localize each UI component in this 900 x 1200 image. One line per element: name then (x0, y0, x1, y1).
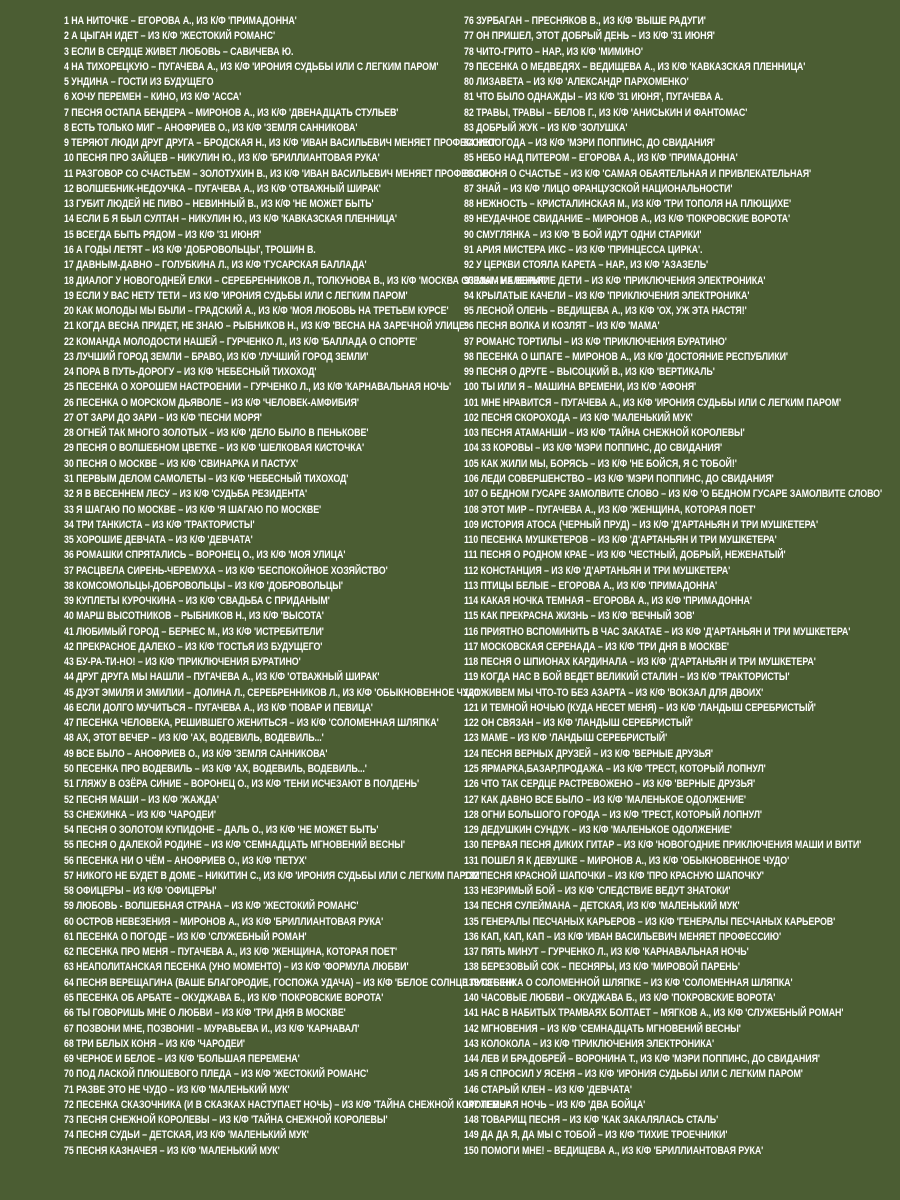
song-list-item: 41 ЛЮБИМЫЙ ГОРОД – БЕРНЕС М., ИЗ К/Ф 'ИСТРЕБИТЕЛИ' (64, 625, 324, 638)
song-list-item: 81 ЧТО БЫЛО ОДНАЖДЫ – ИЗ К/Ф '31 ИЮНЯ', ПУГАЧЕВА А. (464, 91, 724, 104)
song-list-item: 91 АРИЯ МИСТЕРА ИКС – ИЗ К/Ф 'ПРИНЦЕССА ЦИРКА'. (464, 243, 703, 256)
song-list-item: 146 СТАРЫЙ КЛЕН – ИЗ К/Ф 'ДЕВЧАТА' (464, 1083, 632, 1096)
song-list-item: 25 ПЕСЕНКА О ХОРОШЕМ НАСТРОЕНИИ – ГУРЧЕНКО Л., ИЗ К/Ф 'КАРНАВАЛЬНАЯ НОЧЬ' (64, 381, 452, 394)
song-list-item: 59 ЛЮБОВЬ - ВОЛШЕБНАЯ СТРАНА – ИЗ К/Ф 'ЖЕСТОКИЙ РОМАНС' (64, 900, 359, 913)
song-list-item: 99 ПЕСНЯ О ДРУГЕ – ВЫСОЦКИЙ В., ИЗ К/Ф 'ВЕРТИКАЛЬ' (464, 366, 715, 379)
song-list-item: 145 Я СПРОСИЛ У ЯСЕНЯ – ИЗ К/Ф 'ИРОНИЯ СУДЬБЫ ИЛИ С ЛЕГКИМ ПАРОМ' (464, 1068, 803, 1081)
song-list-item: 35 ХОРОШИЕ ДЕВЧАТА – ИЗ К/Ф 'ДЕВЧАТА' (64, 534, 253, 547)
song-list-item: 84 НЕПОГОДА – ИЗ К/Ф 'МЭРИ ПОППИНС, ДО СВИДАНИЯ' (464, 137, 715, 150)
song-list-item: 20 КАК МОЛОДЫ МЫ БЫЛИ – ГРАДСКИЙ А., ИЗ К/Ф 'МОЯ ЛЮБОВЬ НА ТРЕТЬЕМ КУРСЕ' (64, 305, 449, 318)
song-list-item: 135 ГЕНЕРАЛЫ ПЕСЧАНЫХ КАРЬЕРОВ – ИЗ К/Ф 'ГЕНЕРАЛЫ ПЕСЧАНЫХ КАРЬЕРОВ' (464, 915, 836, 928)
song-list-item: 5 УНДИНА – ГОСТИ ИЗ БУДУЩЕГО (64, 76, 214, 89)
song-list-item: 22 КОМАНДА МОЛОДОСТИ НАШЕЙ – ГУРЧЕНКО Л., ИЗ К/Ф 'БАЛЛАДА О СПОРТЕ' (64, 335, 418, 348)
song-list-item: 76 ЗУРБАГАН – ПРЕСНЯКОВ В., ИЗ К/Ф 'ВЫШЕ РАДУГИ' (464, 15, 706, 27)
song-list-item: 101 МНЕ НРАВИТСЯ – ПУГАЧЕВА А., ИЗ К/Ф 'ИРОНИЯ СУДЬБЫ ИЛИ С ЛЕГКИМ ПАРОМ' (464, 396, 842, 409)
song-list-item: 6 ХОЧУ ПЕРЕМЕН – КИНО, ИЗ К/Ф 'АССА' (64, 91, 242, 104)
song-list-item: 80 ЛИЗАВЕТА – ИЗ К/Ф 'АЛЕКСАНДР ПАРХОМЕНКО' (464, 76, 689, 89)
song-list-item: 114 КАКАЯ НОЧКА ТЕМНАЯ – ЕГОРОВА А., ИЗ К/Ф 'ПРИМАДОННА' (464, 595, 752, 608)
song-list-item: 111 ПЕСНЯ О РОДНОМ КРАЕ – ИЗ К/Ф 'ЧЕСТНЫЙ, ДОБРЫЙ, НЕЖЕНАТЫЙ' (464, 549, 786, 562)
song-list-item: 19 ЕСЛИ У ВАС НЕТУ ТЕТИ – ИЗ К/Ф 'ИРОНИЯ СУДЬБЫ ИЛИ С ЛЕГКИМ ПАРОМ' (64, 289, 408, 302)
song-list-item: 103 ПЕСНЯ АТАМАНШИ – ИЗ К/Ф 'ТАЙНА СНЕЖНОЙ КОРОЛЕВЫ' (464, 427, 745, 440)
song-list-item: 42 ПРЕКРАСНОЕ ДАЛЕКО – ИЗ К/Ф 'ГОСТЬЯ ИЗ БУДУЩЕГО' (64, 640, 323, 653)
song-list-item: 143 КОЛОКОЛА – ИЗ К/Ф 'ПРИКЛЮЧЕНИЯ ЭЛЕКТРОНИКА' (464, 1037, 715, 1050)
song-list-item: 93 МЫ - МАЛЕНЬКИЕ ДЕТИ – ИЗ К/Ф 'ПРИКЛЮЧЕНИЯ ЭЛЕКТРОНИКА' (464, 274, 766, 287)
song-list-item: 122 ОН СВЯЗАН – ИЗ К/Ф 'ЛАНДЫШ СЕРЕБРИСТЫЙ' (464, 717, 693, 730)
song-list-item: 89 НЕУДАЧНОЕ СВИДАНИЕ – МИРОНОВ А., ИЗ К/Ф 'ПОКРОВСКИЕ ВОРОТА' (464, 213, 791, 226)
song-list-item: 130 ПЕРВАЯ ПЕСНЯ ДИКИХ ГИТАР – ИЗ К/Ф 'НОВОГОДНИЕ ПРИКЛЮЧЕНИЯ МАШИ И ВИТИ' (464, 839, 862, 852)
song-list-item: 47 ПЕСЕНКА ЧЕЛОВЕКА, РЕШИВШЕГО ЖЕНИТЬСЯ – ИЗ К/Ф 'СОЛОМЕННАЯ ШЛЯПКА' (64, 717, 439, 730)
song-list-item: 40 МАРШ ВЫСОТНИКОВ – РЫБНИКОВ Н., ИЗ К/Ф 'ВЫСОТА' (64, 610, 324, 623)
song-list-item: 131 ПОШЕЛ Я К ДЕВУШКЕ – МИРОНОВ А., ИЗ К/Ф 'ОБЫКНОВЕННОЕ ЧУДО' (464, 854, 790, 867)
song-list-item: 51 ГЛЯЖУ В ОЗЁРА СИНИЕ – ВОРОНЕЦ О., ИЗ К/Ф 'ТЕНИ ИСЧЕЗАЮТ В ПОЛДЕНЬ' (64, 778, 420, 791)
song-list-item: 132 ПЕСНЯ КРАСНОЙ ШАПОЧКИ – ИЗ К/Ф 'ПРО КРАСНУЮ ШАПОЧКУ' (464, 869, 764, 882)
song-list-item: 34 ТРИ ТАНКИСТА – ИЗ К/Ф 'ТРАКТОРИСТЫ' (64, 518, 255, 531)
song-list-item: 63 НЕАПОЛИТАНСКАЯ ПЕСЕНКА (УНО МОМЕНТО) – ИЗ К/Ф 'ФОРМУЛА ЛЮБВИ' (64, 961, 409, 974)
song-list-item: 48 АХ, ЭТОТ ВЕЧЕР – ИЗ К/Ф 'АХ, ВОДЕВИЛЬ, ВОДЕВИЛЬ...' (64, 732, 324, 745)
song-list-item: 26 ПЕСЕНКА О МОРСКОМ ДЬЯВОЛЕ – ИЗ К/Ф 'ЧЕЛОВЕК-АМФИБИЯ' (64, 396, 359, 409)
song-list-item: 121 И ТЕМНОЙ НОЧЬЮ (КУДА НЕСЕТ МЕНЯ) – ИЗ К/Ф 'ЛАНДЫШ СЕРЕБРИСТЫЙ' (464, 701, 816, 714)
song-list-item: 79 ПЕСЕНКА О МЕДВЕДЯХ – ВЕДИЩЕВА А., ИЗ К/Ф 'КАВКАЗСКАЯ ПЛЕННИЦА' (464, 60, 806, 73)
song-list-item: 64 ПЕСНЯ ВЕРЕЩАГИНА (ВАШЕ БЛАГОРОДИЕ, ГОСПОЖА УДАЧА) – ИЗ К/Ф 'БЕЛОЕ СОЛНЦЕ ПУСТЫНИ' (64, 976, 517, 989)
song-list-item: 97 РОМАНС ТОРТИЛЫ – ИЗ К/Ф 'ПРИКЛЮЧЕНИЯ БУРАТИНО' (464, 335, 727, 348)
song-list-item: 70 ПОД ЛАСКОЙ ПЛЮШЕВОГО ПЛЕДА – ИЗ К/Ф 'ЖЕСТОКИЙ РОМАНС' (64, 1068, 369, 1081)
song-list-item: 107 О БЕДНОМ ГУСАРЕ ЗАМОЛВИТЕ СЛОВО – ИЗ К/Ф 'О БЕДНОМ ГУСАРЕ ЗАМОЛВИТЕ СЛОВО' (464, 488, 883, 501)
song-list-item: 141 НАС В НАБИТЫХ ТРАМВАЯХ БОЛТАЕТ – МЯГКОВ А., ИЗ К/Ф 'СЛУЖЕБНЫЙ РОМАН' (464, 1007, 844, 1020)
song-list-item: 30 ПЕСНЯ О МОСКВЕ – ИЗ К/Ф 'СВИНАРКА И ПАСТУХ' (64, 457, 299, 470)
song-list-item: 55 ПЕСНЯ О ДАЛЕКОЙ РОДИНЕ – ИЗ К/Ф 'СЕМНАДЦАТЬ МГНОВЕНИЙ ВЕСНЫ' (64, 839, 405, 852)
song-list-item: 46 ЕСЛИ ДОЛГО МУЧИТЬСЯ – ПУГАЧЕВА А., ИЗ К/Ф 'ПОВАР И ПЕВИЦА' (64, 701, 373, 714)
song-list-item: 27 ОТ ЗАРИ ДО ЗАРИ – ИЗ К/Ф 'ПЕСНИ МОРЯ' (64, 411, 262, 424)
song-list-item: 8 ЕСТЬ ТОЛЬКО МИГ – АНОФРИЕВ О., ИЗ К/Ф 'ЗЕМЛЯ САННИКОВА' (64, 121, 358, 134)
song-list-item: 33 Я ШАГАЮ ПО МОСКВЕ – ИЗ К/Ф 'Я ШАГАЮ ПО МОСКВЕ' (64, 503, 322, 516)
song-list-item: 67 ПОЗВОНИ МНЕ, ПОЗВОНИ! – МУРАВЬЕВА И., ИЗ К/Ф 'КАРНАВАЛ' (64, 1022, 360, 1035)
song-list-item: 83 ДОБРЫЙ ЖУК – ИЗ К/Ф 'ЗОЛУШКА' (464, 121, 628, 134)
song-list-item: 10 ПЕСНЯ ПРО ЗАЙЦЕВ – НИКУЛИН Ю., ИЗ К/Ф 'БРИЛЛИАНТОВАЯ РУКА' (64, 152, 380, 165)
song-list-item: 148 ТОВАРИЩ ПЕСНЯ – ИЗ К/Ф 'КАК ЗАКАЛЯЛАСЬ СТАЛЬ' (464, 1114, 719, 1127)
song-list-item: 75 ПЕСНЯ КАЗНАЧЕЯ – ИЗ К/Ф 'МАЛЕНЬКИЙ МУК' (64, 1144, 280, 1157)
song-list-item: 134 ПЕСНЯ СУЛЕЙМАНА – ДЕТСКАЯ, ИЗ К/Ф 'МАЛЕНЬКИЙ МУК' (464, 900, 740, 913)
song-list-item: 126 ЧТО ТАК СЕРДЦЕ РАСТРЕВОЖЕНО – ИЗ К/Ф 'ВЕРНЫЕ ДРУЗЬЯ' (464, 778, 755, 791)
song-list-item: 96 ПЕСНЯ ВОЛКА И КОЗЛЯТ – ИЗ К/Ф 'МАМА' (464, 320, 660, 333)
song-list-item: 144 ЛЕВ И БРАДОБРЕЙ – ВОРОНИНА Т., ИЗ К/Ф 'МЭРИ ПОППИНС, ДО СВИДАНИЯ' (464, 1053, 820, 1066)
song-list-item: 60 ОСТРОВ НЕВЕЗЕНИЯ – МИРОНОВ А., ИЗ К/Ф 'БРИЛЛИАНТОВАЯ РУКА' (64, 915, 384, 928)
song-list-item: 62 ПЕСЕНКА ПРО МЕНЯ – ПУГАЧЕВА А., ИЗ К/Ф 'ЖЕНЩИНА, КОТОРАЯ ПОЕТ' (64, 946, 398, 959)
song-list-item: 31 ПЕРВЫМ ДЕЛОМ САМОЛЕТЫ – ИЗ К/Ф 'НЕБЕСНЫЙ ТИХОХОД' (64, 472, 349, 485)
song-list-item: 7 ПЕСНЯ ОСТАПА БЕНДЕРА – МИРОНОВ А., ИЗ К/Ф 'ДВЕНАДЦАТЬ СТУЛЬЕВ' (64, 106, 399, 119)
song-list-item: 12 ВОЛШЕБНИК-НЕДОУЧКА – ПУГАЧЕВА А., ИЗ К/Ф 'ОТВАЖНЫЙ ШИРАК' (64, 182, 381, 195)
song-list-right-column (464, 14, 896, 1159)
song-list-item: 112 КОНСТАНЦИЯ – ИЗ К/Ф 'Д'АРТАНЬЯН И ТРИ МУШКЕТЕРА' (464, 564, 731, 577)
song-list-item: 72 ПЕСЕНКА СКАЗОЧНИКА (И В СКАЗКАХ НАСТУПАЕТ НОЧЬ) – ИЗ К/Ф 'ТАЙНА СНЕЖНОЙ КОРОЛЕВЫ' (64, 1098, 510, 1111)
song-list-item: 118 ПЕСНЯ О ШПИОНАХ КАРДИНАЛА – ИЗ К/Ф 'Д'АРТАНЬЯН И ТРИ МУШКЕТЕРА' (464, 656, 816, 669)
song-list-item: 66 ТЫ ГОВОРИШЬ МНЕ О ЛЮБВИ – ИЗ К/Ф 'ТРИ ДНЯ В МОСКВЕ' (64, 1007, 346, 1020)
song-list-item: 18 ДИАЛОГ У НОВОГОДНЕЙ ЕЛКИ – СЕРЕБРЕННИКОВ Л., ТОЛКУНОВА В., ИЗ К/Ф 'МОСКВА СЛЕЗАМ НЕ ВЕРИТ' (64, 274, 548, 287)
song-list-item: 140 ЧАСОВЫЕ ЛЮБВИ – ОКУДЖАВА Б., ИЗ К/Ф 'ПОКРОВСКИЕ ВОРОТА' (464, 992, 776, 1004)
song-list-item: 43 БУ-РА-ТИ-НО! – ИЗ К/Ф 'ПРИКЛЮЧЕНИЯ БУРАТИНО' (64, 656, 301, 669)
song-list-item: 110 ПЕСЕНКА МУШКЕТЕРОВ – ИЗ К/Ф 'Д'АРТАНЬЯН И ТРИ МУШКЕТЕРА' (464, 534, 777, 547)
song-list-item: 78 ЧИТО-ГРИТО – НАР., ИЗ К/Ф 'МИМИНО' (464, 45, 643, 58)
song-list-item: 86 ПЕСНЯ О СЧАСТЬЕ – ИЗ К/Ф 'САМАЯ ОБАЯТЕЛЬНАЯ И ПРИВЛЕКАТЕЛЬНАЯ' (464, 167, 812, 180)
song-list-item: 127 КАК ДАВНО ВСЕ БЫЛО – ИЗ К/Ф 'МАЛЕНЬКОЕ ОДОЛЖЕНИЕ' (464, 793, 746, 806)
song-list-item: 21 КОГДА ВЕСНА ПРИДЕТ, НЕ ЗНАЮ – РЫБНИКОВ Н., ИЗ К/Ф 'ВЕСНА НА ЗАРЕЧНОЙ УЛИЦЕ' (64, 320, 467, 333)
song-list-item: 85 НЕБО НАД ПИТЕРОМ – ЕГОРОВА А., ИЗ К/Ф 'ПРИМАДОННА' (464, 152, 738, 165)
song-list-item: 13 ГУБИТ ЛЮДЕЙ НЕ ПИВО – НЕВИННЫЙ В., ИЗ К/Ф 'НЕ МОЖЕТ БЫТЬ' (64, 198, 374, 211)
song-list-item: 119 КОГДА НАС В БОЙ ВЕДЕТ ВЕЛИКИЙ СТАЛИН – ИЗ К/Ф 'ТРАКТОРИСТЫ' (464, 671, 790, 684)
song-list-item: 95 ЛЕСНОЙ ОЛЕНЬ – ВЕДИЩЕВА А., ИЗ К/Ф 'ОХ, УЖ ЭТА НАСТЯ!' (464, 305, 747, 318)
song-list-item: 150 ПОМОГИ МНЕ! – ВЕДИЩЕВА А., ИЗ К/Ф 'БРИЛЛИАНТОВАЯ РУКА' (464, 1144, 764, 1157)
song-list-item: 88 НЕЖНОСТЬ – КРИСТАЛИНСКАЯ М., ИЗ К/Ф 'ТРИ ТОПОЛЯ НА ПЛЮЩИХЕ' (464, 198, 791, 211)
song-list-item: 3 ЕСЛИ В СЕРДЦЕ ЖИВЕТ ЛЮБОВЬ – САВИЧЕВА Ю. (64, 45, 294, 58)
song-list-item: 125 ЯРМАРКА,БАЗАР,ПРОДАЖА – ИЗ К/Ф 'ТРЕСТ, КОТОРЫЙ ЛОПНУЛ' (464, 763, 766, 776)
song-list-item: 71 РАЗВЕ ЭТО НЕ ЧУДО – ИЗ К/Ф 'МАЛЕНЬКИЙ МУК' (64, 1083, 290, 1096)
song-list-item: 15 ВСЕГДА БЫТЬ РЯДОМ – ИЗ К/Ф '31 ИЮНЯ' (64, 228, 262, 241)
song-list-item: 49 ВСЕ БЫЛО – АНОФРИЕВ О., ИЗ К/Ф 'ЗЕМЛЯ САННИКОВА' (64, 747, 328, 760)
song-list-item: 74 ПЕСНЯ СУДЬИ – ДЕТСКАЯ, ИЗ К/Ф 'МАЛЕНЬКИЙ МУК' (64, 1129, 309, 1142)
song-list-item: 106 ЛЕДИ СОВЕРШЕНСТВО – ИЗ К/Ф 'МЭРИ ПОППИНС, ДО СВИДАНИЯ' (464, 472, 774, 485)
song-list-item: 138 БЕРЕЗОВЫЙ СОК – ПЕСНЯРЫ, ИЗ К/Ф 'МИРОВОЙ ПАРЕНЬ' (464, 961, 740, 974)
song-list-item: 11 РАЗГОВОР СО СЧАСТЬЕМ – ЗОЛОТУХИН В., ИЗ К/Ф 'ИВАН ВАСИЛЬЕВИЧ МЕНЯЕТ ПРОФЕССИЮ' (64, 167, 498, 180)
song-list-item: 32 Я В ВЕСЕННЕМ ЛЕСУ – ИЗ К/Ф 'СУДЬБА РЕЗИДЕНТА' (64, 488, 307, 501)
song-list-item: 69 ЧЕРНОЕ И БЕЛОЕ – ИЗ К/Ф 'БОЛЬШАЯ ПЕРЕМЕНА' (64, 1053, 300, 1066)
song-list-item: 9 ТЕРЯЮТ ЛЮДИ ДРУГ ДРУГА – БРОДСКАЯ Н., ИЗ К/Ф 'ИВАН ВАСИЛЬЕВИЧ МЕНЯЕТ ПРОФЕССИЮ' (64, 137, 497, 150)
song-list-item: 39 КУПЛЕТЫ КУРОЧКИНА – ИЗ К/Ф 'СВАДЬБА С ПРИДАНЫМ' (64, 595, 330, 608)
song-list-item: 28 ОГНЕЙ ТАК МНОГО ЗОЛОТЫХ – ИЗ К/Ф 'ДЕЛО БЫЛО В ПЕНЬКОВЕ' (64, 427, 369, 440)
song-list-item: 29 ПЕСНЯ О ВОЛШЕБНОМ ЦВЕТКЕ – ИЗ К/Ф 'ШЕЛКОВАЯ КИСТОЧКА' (64, 442, 365, 455)
song-list-item: 61 ПЕСЕНКА О ПОГОДЕ – ИЗ К/Ф 'СЛУЖЕБНЫЙ РОМАН' (64, 930, 307, 943)
song-list-item: 128 ОГНИ БОЛЬШОГО ГОРОДА – ИЗ К/Ф 'ТРЕСТ, КОТОРЫЙ ЛОПНУЛ' (464, 808, 762, 821)
song-list-item: 92 У ЦЕРКВИ СТОЯЛА КАРЕТА – НАР., ИЗ К/Ф 'АЗАЗЕЛЬ' (464, 259, 709, 272)
song-list-item: 139 ПЕСЕНКА О СОЛОМЕННОЙ ШЛЯПКЕ – ИЗ К/Ф 'СОЛОМЕННАЯ ШЛЯПКА' (464, 976, 793, 989)
song-list-item: 73 ПЕСНЯ СНЕЖНОЙ КОРОЛЕВЫ – ИЗ К/Ф 'ТАЙНА СНЕЖНОЙ КОРОЛЕВЫ' (64, 1114, 388, 1127)
song-list-item: 115 КАК ПРЕКРАСНА ЖИЗНЬ – ИЗ К/Ф 'ВЕЧНЫЙ ЗОВ' (464, 610, 695, 623)
song-list-item: 65 ПЕСЕНКА ОБ АРБАТЕ – ОКУДЖАВА Б., ИЗ К/Ф 'ПОКРОВСКИЕ ВОРОТА' (64, 992, 384, 1004)
song-list-item: 133 НЕЗРИМЫЙ БОЙ – ИЗ К/Ф 'СЛЕДСТВИЕ ВЕДУТ ЗНАТОКИ' (464, 885, 731, 898)
song-list-item: 109 ИСТОРИЯ АТОСА (ЧЕРНЫЙ ПРУД) – ИЗ К/Ф 'Д'АРТАНЬЯН И ТРИ МУШКЕТЕРА' (464, 518, 819, 531)
song-list-item: 116 ПРИЯТНО ВСПОМИНИТЬ В ЧАС ЗАКАТАЕ – ИЗ К/Ф 'Д'АРТАНЬЯН И ТРИ МУШКЕТЕРА' (464, 625, 851, 638)
song-list-item: 58 ОФИЦЕРЫ – ИЗ К/Ф 'ОФИЦЕРЫ' (64, 885, 217, 898)
song-list-item: 4 НА ТИХОРЕЦКУЮ – ПУГАЧЕВА А., ИЗ К/Ф 'ИРОНИЯ СУДЬБЫ ИЛИ С ЛЕГКИМ ПАРОМ' (64, 60, 439, 73)
song-list-item: 142 МГНОВЕНИЯ – ИЗ К/Ф 'СЕМНАДЦАТЬ МГНОВЕНИЙ ВЕСНЫ' (464, 1022, 741, 1035)
song-list-item: 17 ДАВНЫМ-ДАВНО – ГОЛУБКИНА Л., ИЗ К/Ф 'ГУСАРСКАЯ БАЛЛАДА' (64, 259, 367, 272)
song-list-item: 102 ПЕСНЯ СКОРОХОДА – ИЗ К/Ф 'МАЛЕНЬКИЙ МУК' (464, 411, 693, 424)
song-list-item: 14 ЕСЛИ Б Я БЫЛ СУЛТАН – НИКУЛИН Ю., ИЗ К/Ф 'КАВКАЗСКАЯ ПЛЕННИЦА' (64, 213, 397, 226)
song-list-item: 94 КРЫЛАТЫЕ КАЧЕЛИ – ИЗ К/Ф 'ПРИКЛЮЧЕНИЯ ЭЛЕКТРОНИКА' (464, 289, 750, 302)
song-list-item: 117 МОСКОВСКАЯ СЕРЕНАДА – ИЗ К/Ф 'ТРИ ДНЯ В МОСКВЕ' (464, 640, 729, 653)
song-list-item: 16 А ГОДЫ ЛЕТЯТ – ИЗ К/Ф 'ДОБРОВОЛЬЦЫ', ТРОШИН В. (64, 243, 316, 256)
song-list-item: 36 РОМАШКИ СПРЯТАЛИСЬ – ВОРОНЕЦ О., ИЗ К/Ф 'МОЯ УЛИЦА' (64, 549, 346, 562)
song-list-item: 77 ОН ПРИШЕЛ, ЭТОТ ДОБРЫЙ ДЕНЬ – ИЗ К/Ф '31 ИЮНЯ' (464, 30, 715, 43)
song-list-item: 136 КАП, КАП, КАП – ИЗ К/Ф 'ИВАН ВАСИЛЬЕВИЧ МЕНЯЕТ ПРОФЕССИЮ' (464, 930, 781, 943)
song-list-item: 53 СНЕЖИНКА – ИЗ К/Ф 'ЧАРОДЕИ' (64, 808, 216, 821)
song-list-item: 90 СМУГЛЯНКА – ИЗ К/Ф 'В БОЙ ИДУТ ОДНИ СТАРИКИ' (464, 228, 702, 241)
song-list-item: 57 НИКОГО НЕ БУДЕТ В ДОМЕ – НИКИТИН С., ИЗ К/Ф 'ИРОНИЯ СУДЬБЫ ИЛИ С ЛЕГКИМ ПАРОМ' (64, 869, 482, 882)
song-list-item: 37 РАСЦВЕЛА СИРЕНЬ-ЧЕРЕМУХА – ИЗ К/Ф 'БЕСПОКОЙНОЕ ХОЗЯЙСТВО' (64, 564, 388, 577)
song-list-item: 120 ЖИВЕМ МЫ ЧТО-ТО БЕЗ АЗАРТА – ИЗ К/Ф 'ВОКЗАЛ ДЛЯ ДВОИХ' (464, 686, 764, 699)
song-list-item: 108 ЭТОТ МИР – ПУГАЧЕВА А., ИЗ К/Ф 'ЖЕНЩИНА, КОТОРАЯ ПОЕТ' (464, 503, 756, 516)
song-list-item: 68 ТРИ БЕЛЫХ КОНЯ – ИЗ К/Ф 'ЧАРОДЕИ' (64, 1037, 245, 1050)
song-list-item: 44 ДРУГ ДРУГА МЫ НАШЛИ – ПУГАЧЕВА А., ИЗ К/Ф 'ОТВАЖНЫЙ ШИРАК' (64, 671, 380, 684)
song-list-item: 1 НА НИТОЧКЕ – ЕГОРОВА А., ИЗ К/Ф 'ПРИМАДОННА' (64, 15, 297, 27)
song-list-item: 98 ПЕСЕНКА О ШПАГЕ – МИРОНОВ А., ИЗ К/Ф 'ДОСТОЯНИЕ РЕСПУБЛИКИ' (464, 350, 788, 363)
song-list-item: 123 МАМЕ – ИЗ К/Ф 'ЛАНДЫШ СЕРЕБРИСТЫЙ' (464, 732, 668, 745)
song-list-item: 45 ДУЭТ ЭМИЛЯ И ЭМИЛИИ – ДОЛИНА Л., СЕРЕБРЕННИКОВ Л., ИЗ К/Ф 'ОБЫКНОВЕННОЕ ЧУДО' (64, 686, 483, 699)
song-list-item: 2 А ЦЫГАН ИДЕТ – ИЗ К/Ф 'ЖЕСТОКИЙ РОМАНС' (64, 30, 275, 43)
song-list-item: 50 ПЕСЕНКА ПРО ВОДЕВИЛЬ – ИЗ К/Ф 'АХ, ВОДЕВИЛЬ, ВОДЕВИЛЬ...' (64, 763, 367, 776)
song-list-item: 24 ПОРА В ПУТЬ-ДОРОГУ – ИЗ К/Ф 'НЕБЕСНЫЙ ТИХОХОД' (64, 366, 317, 379)
song-list-item: 129 ДЕДУШКИН СУНДУК – ИЗ К/Ф 'МАЛЕНЬКОЕ ОДОЛЖЕНИЕ' (464, 824, 732, 837)
song-list-item: 23 ЛУЧШИЙ ГОРОД ЗЕМЛИ – БРАВО, ИЗ К/Ф 'ЛУЧШИЙ ГОРОД ЗЕМЛИ' (64, 350, 369, 363)
song-list-item: 38 КОМСОМОЛЬЦЫ-ДОБРОВОЛЬЦЫ – ИЗ К/Ф 'ДОБРОВОЛЬЦЫ' (64, 579, 343, 592)
song-list-item: 149 ДА ДА Я, ДА МЫ С ТОБОЙ – ИЗ К/Ф 'ТИХИЕ ТРОЕЧНИКИ' (464, 1129, 728, 1142)
song-list-item: 100 ТЫ ИЛИ Я – МАШИНА ВРЕМЕНИ, ИЗ К/Ф 'АФОНЯ' (464, 381, 697, 394)
song-list-item: 82 ТРАВЫ, ТРАВЫ – БЕЛОВ Г., ИЗ К/Ф 'АНИСЬКИН И ФАНТОМАС' (464, 106, 748, 119)
song-list-item: 105 КАК ЖИЛИ МЫ, БОРЯСЬ – ИЗ К/Ф 'НЕ БОЙСЯ, Я С ТОБОЙ!' (464, 457, 737, 470)
song-list-item: 137 ПЯТЬ МИНУТ – ГУРЧЕНКО Л., ИЗ К/Ф 'КАРНАВАЛЬНАЯ НОЧЬ' (464, 946, 749, 959)
song-list-item: 147 ТЕМНАЯ НОЧЬ – ИЗ К/Ф 'ДВА БОЙЦА' (464, 1098, 646, 1111)
song-list-item: 87 ЗНАЙ – ИЗ К/Ф 'ЛИЦО ФРАНЦУЗСКОЙ НАЦИОНАЛЬНОСТИ' (464, 182, 733, 195)
song-list-item: 54 ПЕСНЯ О ЗОЛОТОМ КУПИДОНЕ – ДАЛЬ О., ИЗ К/Ф 'НЕ МОЖЕТ БЫТЬ' (64, 824, 379, 837)
song-list-item: 104 33 КОРОВЫ – ИЗ К/Ф 'МЭРИ ПОППИНС, ДО СВИДАНИЯ' (464, 442, 723, 455)
song-list-item: 52 ПЕСНЯ МАШИ – ИЗ К/Ф 'ЖАЖДА' (64, 793, 219, 806)
song-list-item: 113 ПТИЦЫ БЕЛЫЕ – ЕГОРОВА А., ИЗ К/Ф 'ПРИМАДОННА' (464, 579, 718, 592)
song-list-item: 56 ПЕСЕНКА НИ О ЧЁМ – АНОФРИЕВ О., ИЗ К/Ф 'ПЕТУХ' (64, 854, 307, 867)
song-list-item: 124 ПЕСНЯ ВЕРНЫХ ДРУЗЕЙ – ИЗ К/Ф 'ВЕРНЫЕ ДРУЗЬЯ' (464, 747, 713, 760)
